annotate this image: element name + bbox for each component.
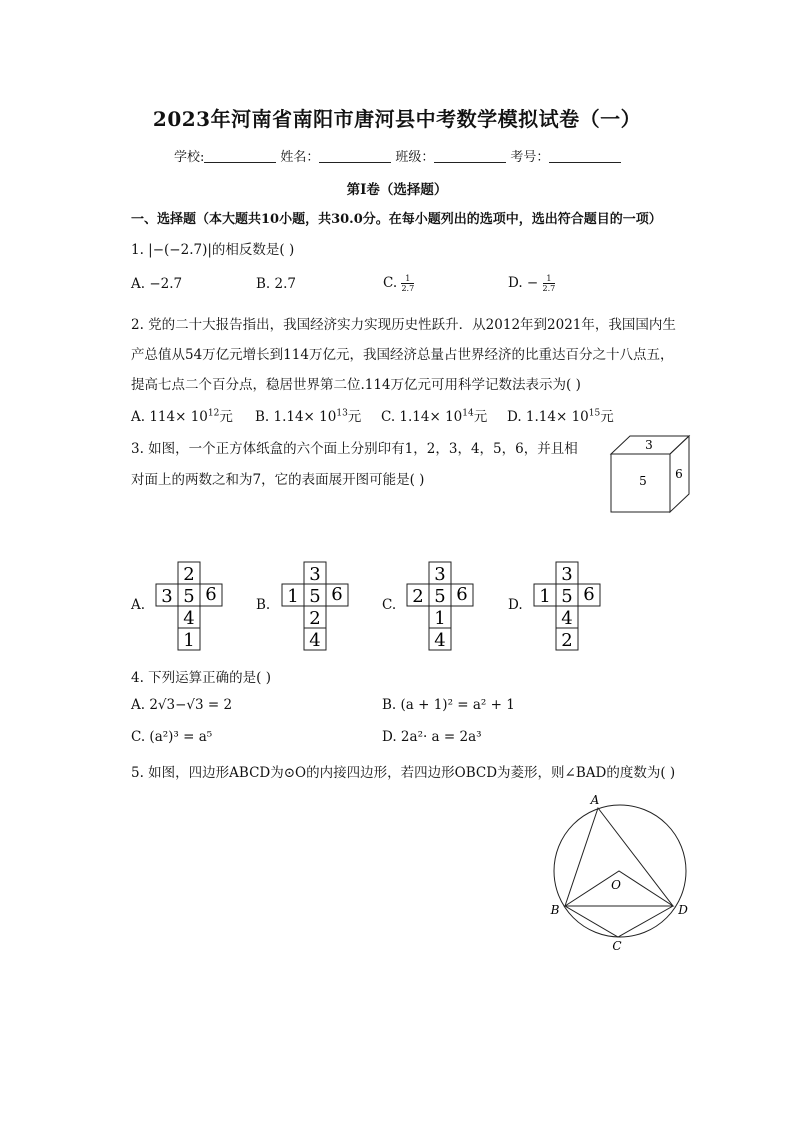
net-top: 2 (183, 564, 195, 585)
exponent: 14 (462, 408, 474, 419)
point-a-label: A (590, 793, 600, 807)
unit: 元 (600, 409, 614, 425)
class-label: 班级： (395, 150, 435, 165)
net-bottom: 2 (561, 630, 573, 651)
net-right: 6 (583, 584, 595, 605)
name-blank (319, 150, 391, 163)
option-text: D. 1.14× 10 (507, 409, 589, 425)
net-b (276, 560, 356, 654)
q4-option-d: D. 2a²· a = 2a³ (382, 729, 482, 745)
question-5-text: 5. 如图，四边形ABCD为⊙O的内接四边形，若四边形OBCD为菱形，则∠BAD的度数为( ) (131, 765, 676, 781)
net-below: 4 (183, 608, 195, 629)
net-center: 5 (309, 586, 321, 607)
unit: 元 (219, 409, 233, 425)
point-d-label: D (678, 903, 688, 917)
net-left: 2 (412, 586, 424, 607)
net-a (150, 560, 230, 654)
net-c (401, 560, 481, 654)
exam-no-label: 考号： (510, 150, 550, 165)
question-3-line-1: 3. 如图，一个正方体纸盒的六个面上分别印有1，2，3，4，5，6，并且相 (131, 441, 578, 457)
circle-o (554, 805, 686, 937)
unit: 元 (347, 409, 362, 425)
fraction-numerator: 1 (401, 274, 414, 284)
question-2-line-3: 提高七点二个百分点，稳居世界第二位.114万亿元可用科学记数法表示为( ) (131, 377, 581, 393)
section-header: 一、选择题（本大题共10小题，共30.0分。在每小题列出的选项中，选出符合题目的一项） (131, 212, 662, 227)
q4-option-c: C. (a²)³ = a⁵ (131, 729, 213, 745)
option-text: A. 114× 10 (131, 409, 208, 425)
cube-top-number: 3 (645, 438, 653, 452)
net-left: 3 (161, 586, 173, 607)
q4-option-a: A. 2√3−√3 = 2 (131, 697, 233, 713)
q1-option-c (383, 274, 414, 293)
q3-option-d-label: D. (508, 597, 523, 613)
question-2-line-1: 2. 党的二十大报告指出，我国经济实力实现历史性跃升．从2012年到2021年，我国国内生 (131, 317, 676, 333)
net-right: 6 (456, 584, 468, 605)
q3-option-a-label: A. (131, 597, 146, 613)
question-1-text: 1. |−(−2.7)|的相反数是( ) (131, 242, 295, 258)
q1-option-a: A. −2.7 (131, 276, 183, 292)
net-top: 3 (309, 564, 321, 585)
net-center: 5 (561, 586, 573, 607)
option-text: B. 1.14× 10 (255, 409, 337, 425)
net-center: 5 (434, 586, 446, 607)
exponent: 15 (588, 408, 601, 419)
q1-option-d-fraction (543, 274, 556, 293)
exam-no-blank (549, 150, 621, 163)
net-left: 1 (539, 586, 551, 607)
point-o-label: O (611, 878, 621, 892)
net-bottom: 4 (434, 630, 446, 651)
q2-option-b (255, 405, 361, 425)
net-left: 1 (287, 586, 299, 607)
q2-option-c (381, 405, 487, 425)
net-top: 3 (561, 564, 573, 585)
point-b-label: B (550, 903, 560, 917)
question-4-text: 4. 下列运算正确的是( ) (131, 670, 271, 686)
q2-option-d (507, 405, 614, 425)
unit: 元 (473, 409, 488, 425)
page-title: 2023年河南省南阳市唐河县中考数学模拟试卷（一） (152, 107, 642, 131)
question-3-line-2: 对面上的两数之和为7，它的表面展开图可能是( ) (131, 472, 425, 488)
fraction-denominator: 2.7 (401, 284, 415, 293)
net-bottom: 4 (309, 630, 321, 651)
q1-option-c-fraction (401, 274, 414, 293)
name-label: 姓名： (280, 150, 320, 165)
q1-option-b: B. 2.7 (256, 276, 296, 292)
q2-option-a (131, 405, 233, 425)
circle-figure (540, 788, 700, 954)
option-text: C. 1.14× 10 (381, 409, 463, 425)
exponent: 13 (336, 408, 348, 419)
student-info-line (174, 146, 625, 165)
cube-right-number: 6 (675, 467, 683, 481)
net-top: 3 (434, 564, 446, 585)
net-right: 6 (205, 584, 217, 605)
school-label: 学校: (174, 150, 205, 165)
q3-option-b-label: B. (256, 597, 271, 613)
q3-option-c-label: C. (382, 597, 397, 613)
cube-front-number: 5 (639, 474, 647, 488)
net-below: 4 (561, 608, 573, 629)
fraction-numerator: 1 (543, 274, 556, 284)
net-bottom: 1 (183, 630, 195, 651)
q4-option-b: B. (a + 1)² = a² + 1 (382, 697, 515, 713)
net-d (528, 560, 608, 654)
cube-figure (605, 432, 700, 517)
quadrilateral-abcd (565, 808, 673, 937)
q1-option-d-label: D. − (508, 275, 539, 291)
exponent: 12 (207, 408, 220, 419)
question-2-line-2: 产总值从54万亿元增长到114万亿元，我国经济总量占世界经济的比重达百分之十八点五， (131, 347, 674, 363)
school-blank (204, 150, 276, 163)
q1-option-d (508, 274, 555, 293)
point-c-label: C (612, 939, 622, 953)
fraction-denominator: 2.7 (542, 284, 556, 293)
net-below: 1 (434, 608, 446, 629)
net-center: 5 (183, 586, 195, 607)
net-below: 2 (309, 608, 321, 629)
net-right: 6 (331, 584, 343, 605)
class-blank (434, 150, 506, 163)
q1-option-c-label: C. (383, 275, 398, 291)
section-title: 第Ⅰ卷（选择题） (346, 182, 448, 198)
